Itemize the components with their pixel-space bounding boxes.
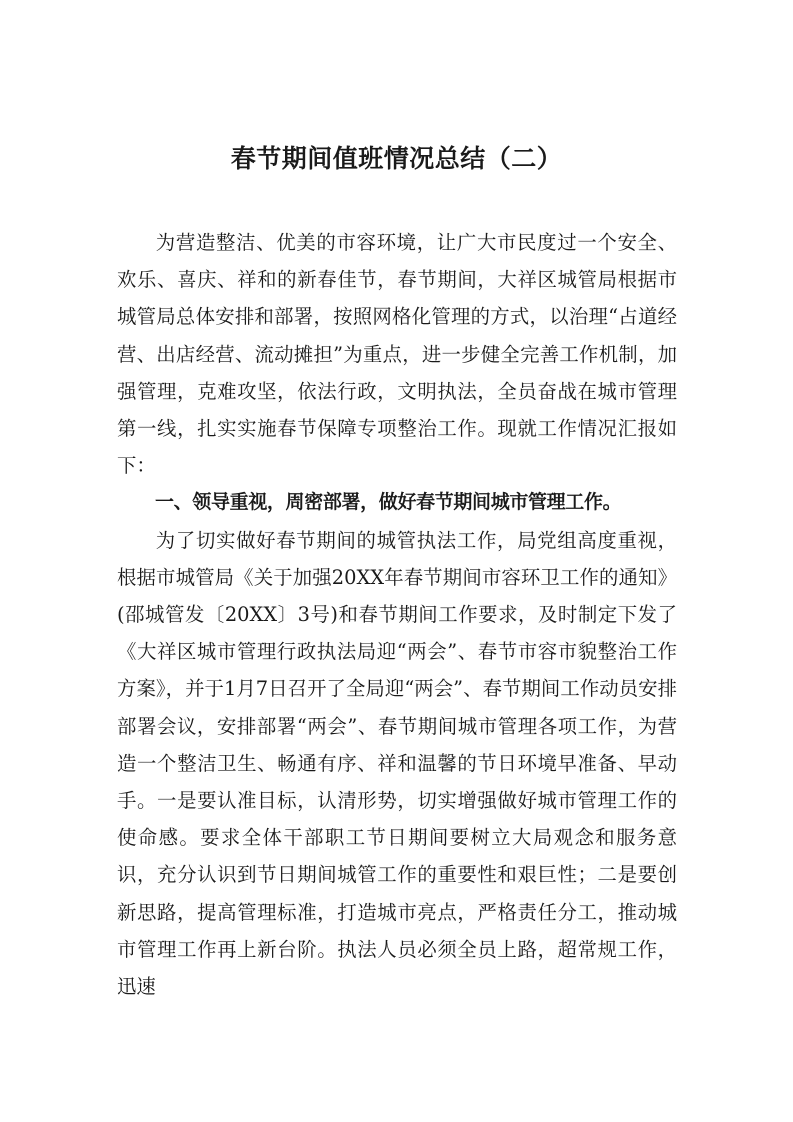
section-1-paragraph: 为了切实做好春节期间的城管执法工作，局党组高度重视，根据市城管局《关于加强20XX年春节期间市容环卫工作的通知》(邵城管发〔20XX〕3号)和春节期间工作要求，及时制定下发了《大祥区城市管理行政执法局迎“两会”、春节市容市貌整治工作方案》，并于1月7日召开了全局迎“两会”、春节期间工作动员安排部署会议，安排部署“两会”、春节期间城市管理各项工作，为营造一个整洁卫生、畅通有序、祥和温馨的节日环境早准备、早动手。一是要认准目标，认清形势，切实增强做好城市管理工作的使命感。要求全体干部职工节日期间要树立大局观念和服务意识，充分认识到节日期间城管工作的重要性和艰巨性；二是要创新思路，提高管理标准，打造城市亮点，严格责任分工，推动城市管理工作再上新台阶。执法人员必须全员上路，超常规工作，迅速	[117, 528, 677, 999]
document-title: 春节期间值班情况总结（二）	[230, 144, 563, 173]
document-body	[117, 224, 677, 1005]
section-heading-1: 一、领导重视，周密部署，做好春节期间城市管理工作。	[155, 491, 622, 514]
intro-paragraph: 为营造整洁、优美的市容环境，让广大市民度过一个安全、欢乐、喜庆、祥和的新春佳节，春节期间，大祥区城管局根据市城管局总体安排和部署，按照网格化管理的方式，以治理“占道经营、出店经营、流动摊担”为重点，进一步健全完善工作机制，加强管理，克难攻坚，依法行政，文明执法，全员奋战在城市管理第一线，扎实实施春节保障专项整治工作。现就工作情况汇报如下：	[117, 231, 677, 478]
